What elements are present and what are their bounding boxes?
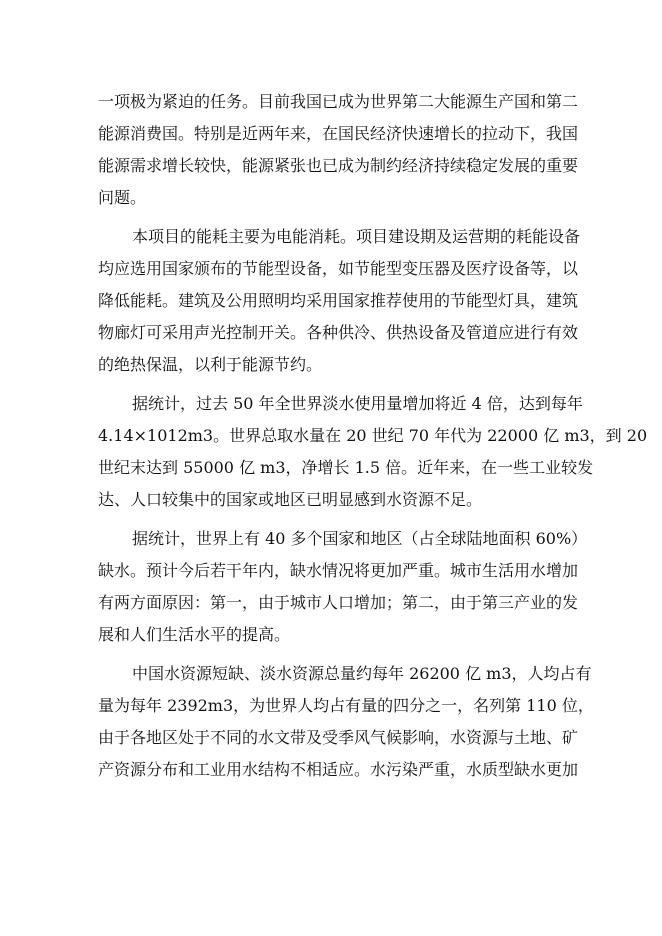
paragraph-water-shortage	[98, 523, 588, 651]
body-text	[98, 86, 648, 786]
text-line: 物廊灯可采用声光控制开关。各种供冷、供热设备及管道应进行有效	[98, 323, 579, 342]
text-line: 中国水资源短缺、淡水资源总量约每年 26200 亿 m3，人均占有	[132, 664, 592, 683]
text-line: 据统计，过去 50 年全世界淡水使用量增加将近 4 倍，达到每年	[132, 394, 583, 413]
text-line: 降低能耗。建筑及公用照明均采用国家推荐使用的节能型灯具，建筑	[98, 291, 579, 310]
paragraph-project-energy	[98, 221, 581, 381]
text-line: 达、人口较集中的国家或地区已明显感到水资源不足。	[98, 490, 483, 509]
paragraph-world-water-use	[98, 388, 648, 516]
text-line: 能源需求增长较快，能源紧张也已成为制约经济持续稳定发展的重要	[98, 156, 579, 175]
text-line: 一项极为紧迫的任务。目前我国已成为世界第二大能源生产国和第二	[98, 92, 579, 111]
text-line: 本项目的能耗主要为电能消耗。项目建设期及运营期的耗能设备	[132, 227, 581, 246]
text-line: 由于各地区处于不同的水文带及受季风气候影响，水资源与土地、矿	[98, 728, 579, 747]
text-line: 据统计，世界上有 40 多个国家和地区（占全球陆地面积 60%）	[132, 529, 588, 548]
text-line: 能源消费国。特别是近两年来，在国民经济快速增长的拉动下，我国	[98, 124, 579, 143]
text-line: 缺水。预计今后若干年内，缺水情况将更加严重。城市生活用水增加	[98, 561, 579, 580]
text-line: 展和人们生活水平的提高。	[98, 625, 291, 644]
text-line: 问题。	[98, 188, 147, 207]
text-line: 的绝热保温，以利于能源节约。	[98, 355, 323, 374]
paragraph-china-water-resources	[98, 658, 594, 786]
text-line: 世纪末达到 55000 亿 m3，净增长 1.5 倍。近年来，在一些工业较发	[98, 458, 594, 477]
text-line: 有两方面原因：第一，由于城市人口增加；第二，由于第三产业的发	[98, 593, 579, 612]
text-line: 量为每年 2392m3，为世界人均占有量的四分之一，名列第 110 位，	[98, 696, 594, 715]
text-line: 产资源分布和工业用水结构不相适应。水污染严重，水质型缺水更加	[98, 760, 579, 779]
text-line: 4.14×1012m3。世界总取水量在 20 世纪 70 年代为 22000 亿 m3，到 20	[98, 426, 648, 445]
text-line: 均应选用国家颁布的节能型设备，如节能型变压器及医疗设备等，以	[98, 259, 579, 278]
paragraph-energy-situation	[98, 86, 579, 214]
